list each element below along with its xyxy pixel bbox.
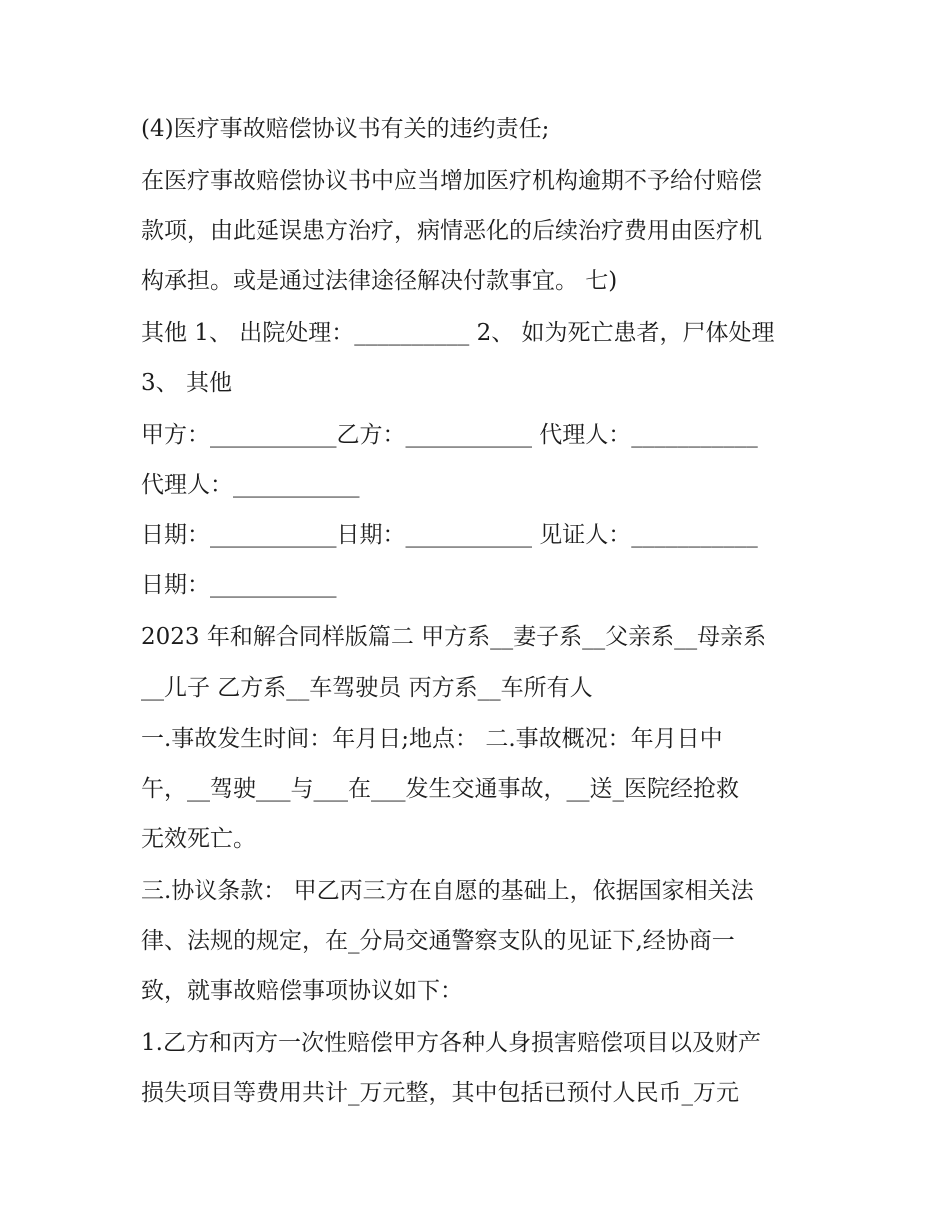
text-line: 其他 1、 出院处理：__________ 2、 如为死亡患者，尸体处理: [141, 320, 775, 346]
text-line: __儿子 乙方系__车驾驶员 丙方系__车所有人: [141, 675, 593, 701]
text-line: 损失项目等费用共计_万元整，其中包括已预付人民币_万元: [141, 1080, 739, 1106]
text-line: 律、法规的规定，在_分局交通警察支队的见证下,经协商一: [141, 928, 735, 954]
text-line: 构承担。或是通过法律途径解决付款事宜。 七): [141, 268, 618, 294]
text-line: 一.事故发生时间：年月日;地点： 二.事故概况：年月日中: [141, 726, 723, 752]
text-line: 3、 其他: [141, 370, 232, 396]
text-line: 日期：___________: [141, 572, 337, 598]
text-line: 款项，由此延误患方治疗，病情恶化的后续治疗费用由医疗机: [141, 218, 762, 244]
text-line: 三.协议条款： 甲乙丙三方在自愿的基础上，依据国家相关法: [141, 878, 754, 904]
text-line: 甲方：___________乙方：___________ 代理人：___________: [141, 422, 758, 448]
text-line: 无效死亡。: [141, 826, 256, 852]
text-line: 午，__驾驶___与___在___发生交通事故，__送_医院经抢救: [141, 776, 739, 802]
text-line: 1.乙方和丙方一次性赔偿甲方各种人身损害赔偿项目以及财产: [141, 1030, 761, 1056]
text-line: 致，就事故赔偿事项协议如下：: [141, 978, 463, 1004]
text-line: 2023 年和解合同样版篇二 甲方系__妻子系__父亲系__母亲系: [141, 624, 767, 650]
text-line: 日期：___________日期：___________ 见证人：___________: [141, 522, 758, 548]
text-line: (4)医疗事故赔偿协议书有关的违约责任;: [141, 116, 550, 142]
text-line: 在医疗事故赔偿协议书中应当增加医疗机构逾期不予给付赔偿: [141, 168, 762, 194]
text-line: 代理人：___________: [141, 472, 360, 498]
